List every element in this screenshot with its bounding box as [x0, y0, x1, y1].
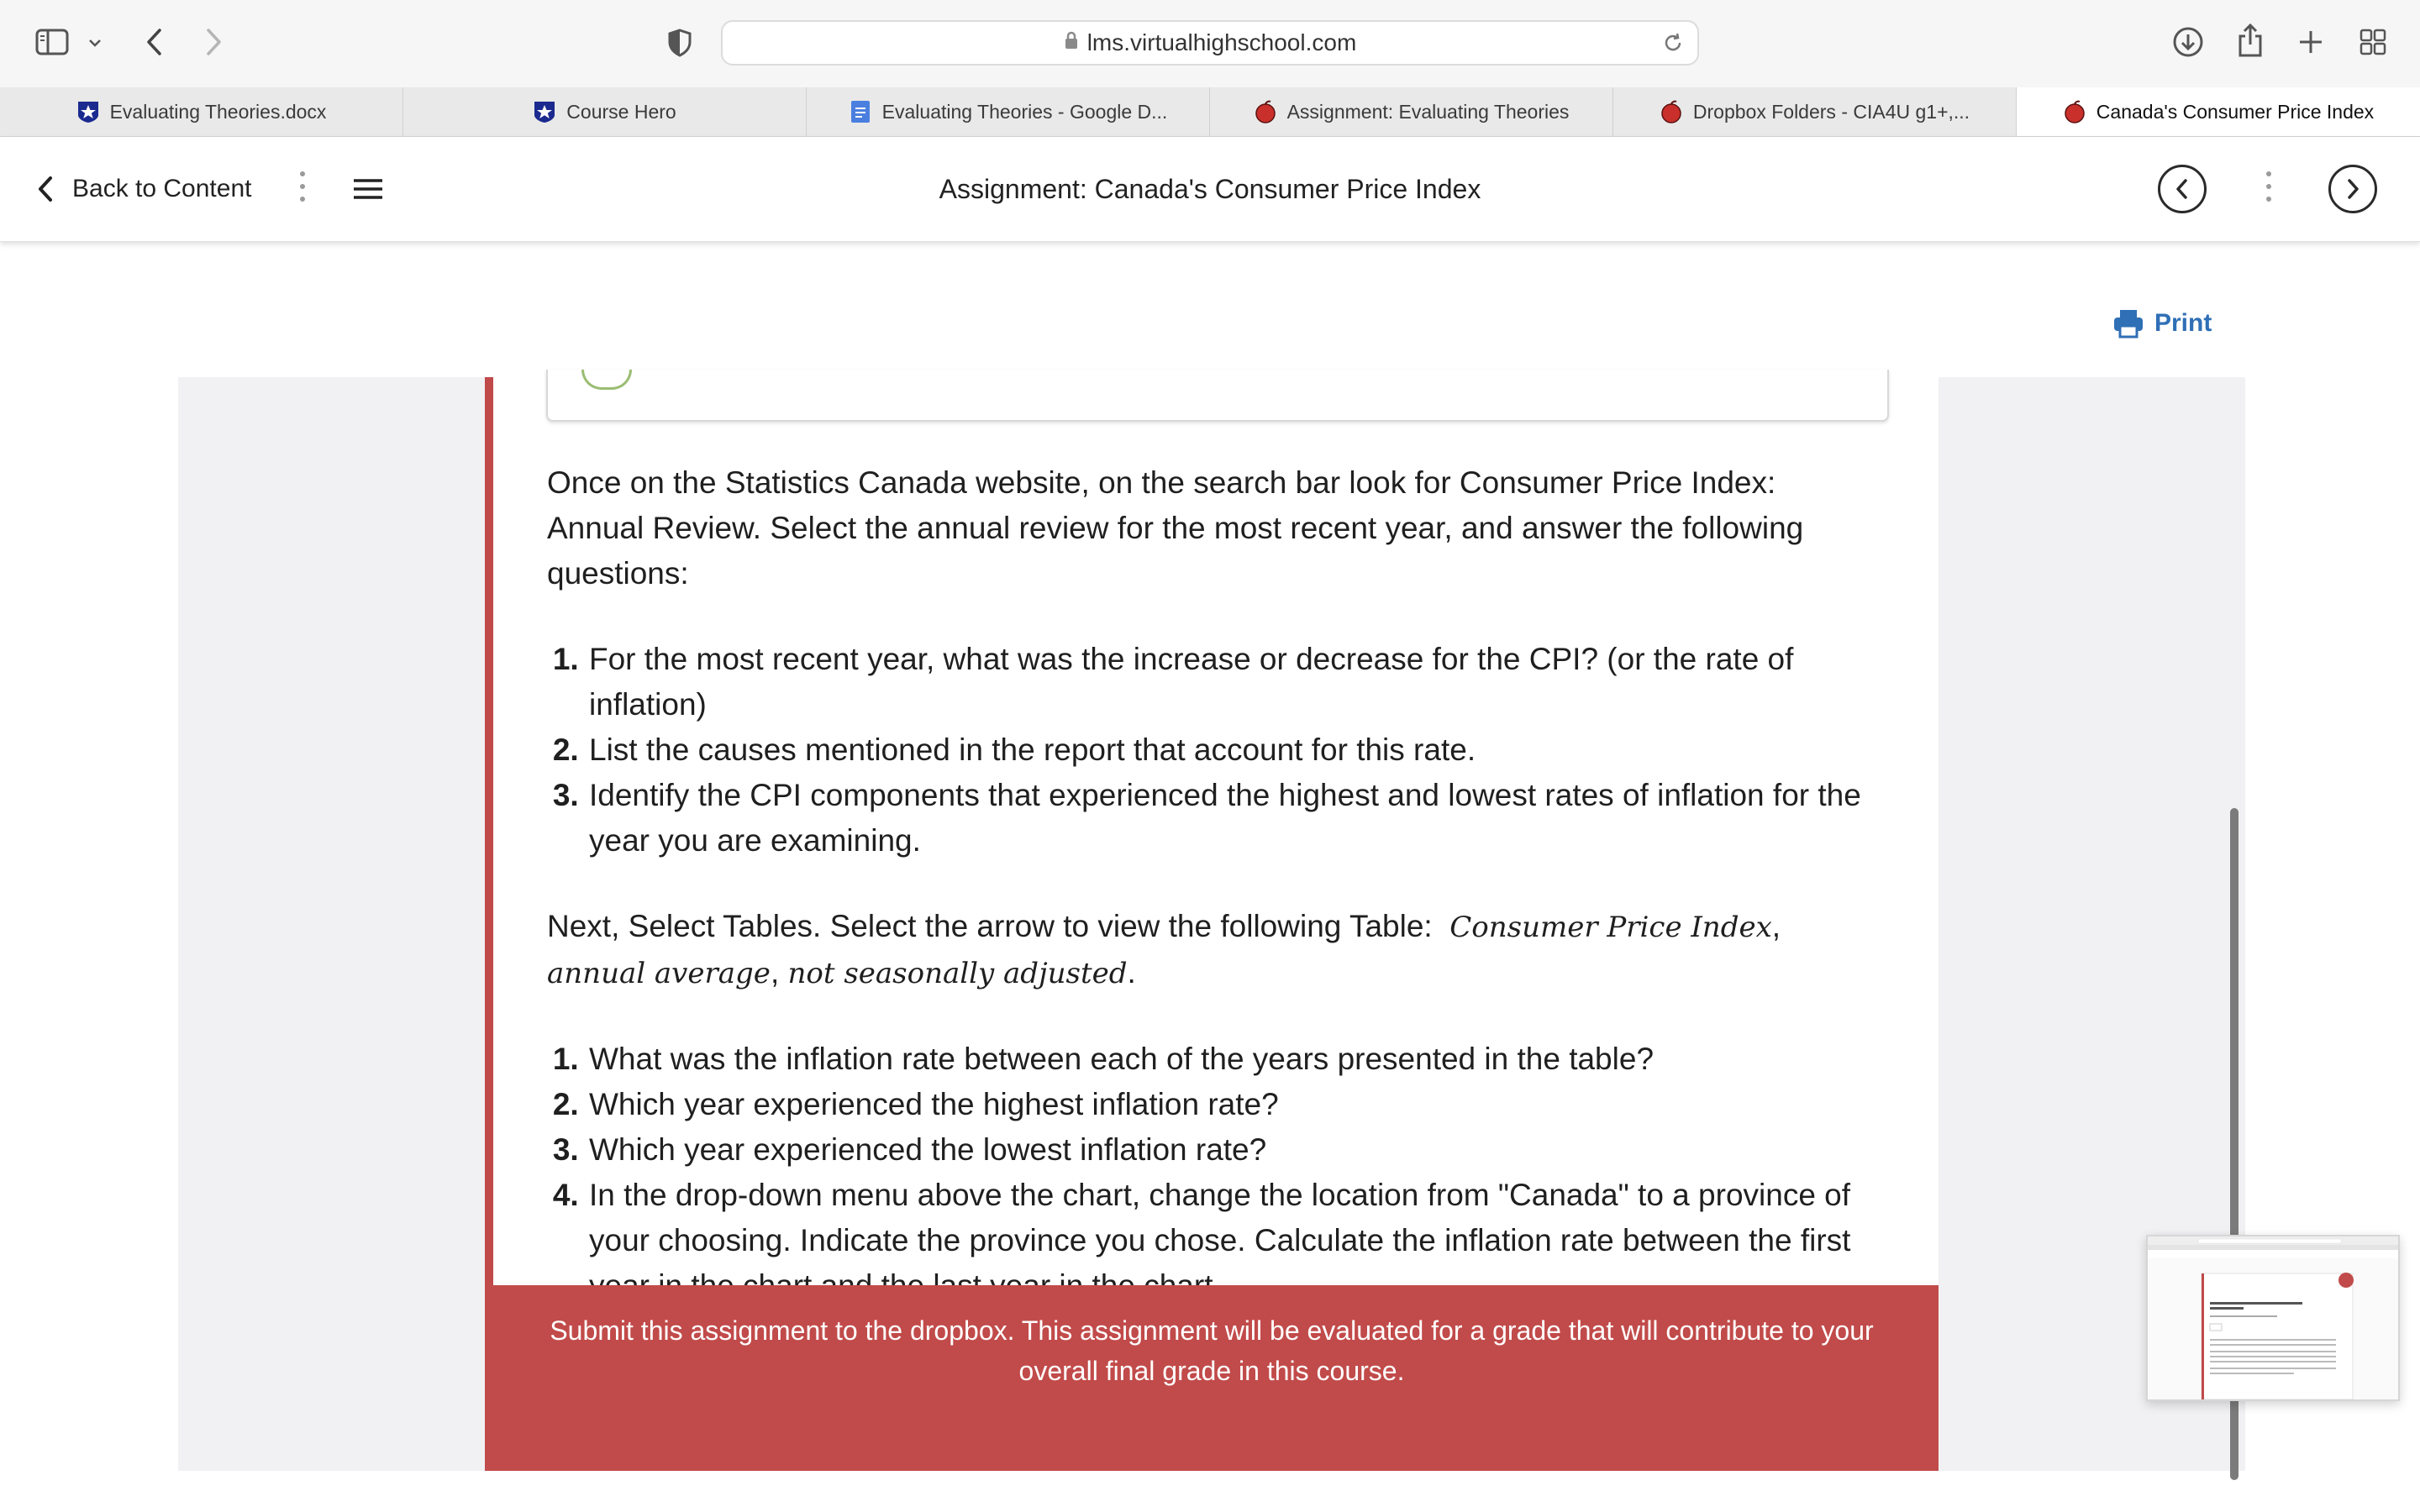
- download-icon[interactable]: [2171, 25, 2205, 59]
- apple-icon: [2063, 100, 2086, 123]
- tab-assignment-evaluating-theories[interactable]: [1210, 87, 1613, 136]
- previous-topic-button[interactable]: [2158, 165, 2207, 213]
- tab-label: Canada's Consumer Price Index: [2096, 100, 2375, 123]
- browser-toolbar: [0, 0, 2420, 88]
- annual-review-questions: [547, 637, 1900, 864]
- page-title: Assignment: Canada's Consumer Price Index: [939, 174, 1481, 204]
- tab-label: Evaluating Theories - Google D...: [881, 100, 1168, 123]
- submit-notice-banner: [485, 1285, 1939, 1471]
- table-name: annual average: [547, 957, 771, 990]
- table-name: Consumer Price Index: [1449, 911, 1772, 944]
- thumbnail-image: [2148, 1236, 2398, 1399]
- apple-icon: [1254, 100, 1277, 123]
- tables-instruction: Next, Select Tables. Select the arrow to view the following Table:: [547, 909, 1433, 943]
- tab-bar: [0, 87, 2420, 137]
- accent-rail: [485, 377, 493, 1286]
- google-docs-icon: [849, 100, 872, 123]
- sidebar-toggle-icon[interactable]: [34, 27, 71, 57]
- chevron-down-icon[interactable]: [84, 32, 106, 54]
- tab-google-docs[interactable]: [807, 87, 1210, 136]
- tab-label: Evaluating Theories.docx: [109, 100, 327, 123]
- forward-arrow-icon[interactable]: [197, 25, 230, 59]
- address-bar[interactable]: [721, 20, 1699, 66]
- apple-icon: [1660, 100, 1683, 123]
- tab-label: Course Hero: [566, 100, 676, 123]
- tab-label: Dropbox Folders - CIA4U g1+,...: [1692, 100, 1970, 123]
- printer-icon: [2112, 308, 2144, 339]
- list-item: 3. Identify the CPI components that experienced the highest and lowest rates of inflation for the year you are examining.: [587, 773, 1866, 864]
- statcan-logo-icon: [581, 370, 632, 390]
- share-icon[interactable]: [2233, 22, 2267, 59]
- lms-header: [0, 137, 2420, 242]
- list-item: 3. Which year experienced the lowest inflation rate?: [587, 1127, 1900, 1173]
- intro-paragraph: Once on the Statistics Canada website, on the search bar look for Consumer Price Index: Annual Review. Select the annual review for the most recent year, and answer the following questions:: [547, 465, 1804, 591]
- tab-consumer-price-index[interactable]: [2017, 87, 2420, 136]
- lock-icon: [1064, 22, 1079, 64]
- list-item: 1. For the most recent year, what was the increase or decrease for the CPI? (or the rate of inflation): [587, 637, 1900, 727]
- tab-overview-icon[interactable]: [2356, 25, 2390, 59]
- list-item: 2. Which year experienced the highest inflation rate?: [587, 1082, 1900, 1127]
- privacy-shield-icon[interactable]: [664, 27, 696, 59]
- list-item: 1. What was the inflation rate between each of the years presented in the table?: [587, 1037, 1900, 1082]
- new-tab-plus-icon[interactable]: [2294, 25, 2328, 59]
- reload-icon[interactable]: [1660, 30, 1686, 55]
- tab-dropbox-folders[interactable]: [1613, 87, 2017, 136]
- print-label: Print: [2154, 309, 2212, 337]
- next-topic-button[interactable]: [2328, 165, 2377, 213]
- chevron-left-icon: [2174, 177, 2191, 201]
- print-button[interactable]: [2112, 308, 2212, 339]
- submit-notice-text: Submit this assignment to the dropbox. This assignment will be evaluated for a grade that will contribute to your overall final grade in this course.: [550, 1315, 1874, 1386]
- back-to-content-label: Back to Content: [72, 175, 252, 202]
- back-arrow-icon[interactable]: [138, 25, 171, 59]
- page-thumbnail-preview[interactable]: [2146, 1235, 2400, 1401]
- divider-dots-icon: [2266, 171, 2271, 202]
- url-text: lms.virtualhighschool.com: [1086, 29, 1357, 55]
- tab-evaluating-theories-docx[interactable]: [0, 87, 403, 136]
- tab-label: Assignment: Evaluating Theories: [1286, 100, 1570, 123]
- list-item: 2. List the causes mentioned in the report that account for this rate.: [587, 727, 1900, 773]
- table-questions: [547, 1037, 1900, 1309]
- tables-paragraph: Next, Select Tables. Select the arrow to view the following Table: Consumer Price Index, annual average, not seasonally adjusted.: [547, 909, 1781, 990]
- star-shield-icon: [533, 100, 556, 123]
- tab-course-hero[interactable]: [403, 87, 807, 136]
- star-shield-icon: [76, 100, 100, 123]
- table-name: not seasonally adjusted: [787, 957, 1128, 990]
- list-item: 4. In the drop-down menu above the chart, change the location from "Canada" to a province of your choosing. Indicate the province you chose. Calculate the inflation rate between the first: [587, 1173, 1900, 1309]
- chevron-right-icon: [2344, 177, 2361, 201]
- assignment-instructions: [547, 460, 1900, 1309]
- embedded-resource-box: [546, 370, 1889, 422]
